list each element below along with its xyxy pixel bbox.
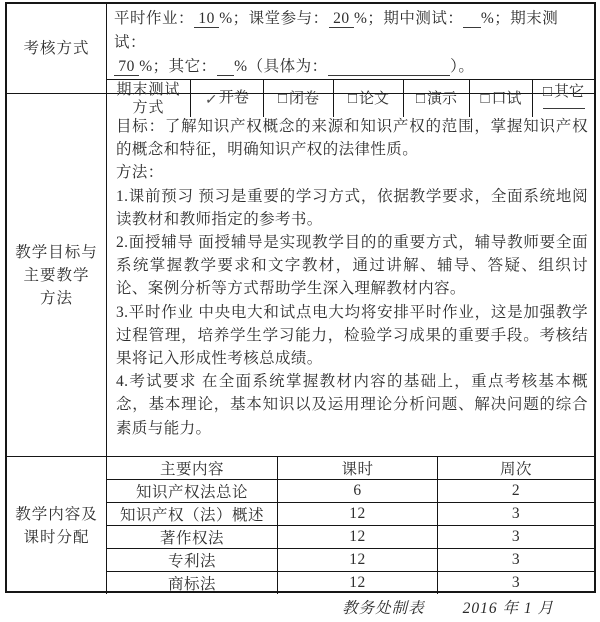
- teaching-text: [107, 94, 594, 440]
- schedule-data-row: [107, 480, 594, 503]
- schedule-header-week: 周次: [499, 461, 532, 478]
- final-test-label-line1: 期末测试: [116, 81, 181, 98]
- grade-label-participation: %；课堂参与：: [219, 10, 329, 27]
- footer-maker: 教务处制表: [342, 600, 425, 617]
- assessment-row-label: [7, 4, 107, 93]
- grade-line-end: ）。: [450, 58, 475, 75]
- teaching-row-label-line2: 主要教学: [23, 266, 90, 284]
- checkbox-icon: □: [415, 90, 426, 107]
- schedule-cell-topic: 专利法: [107, 549, 278, 571]
- syllabus-table: [5, 2, 596, 593]
- schedule-data-row: [107, 572, 594, 594]
- grade-value-participation: 20: [328, 10, 354, 27]
- checkbox-icon: □: [480, 90, 490, 107]
- assessment-section: [7, 4, 594, 116]
- grade-specify-blank: [328, 58, 451, 76]
- method-paragraph-3: 3.平时作业 中央电大和试点电大均将安排平时作业，这是加强教学过程管理，培养学生学习能力，检验学习成果的重要手段。考核结果将记入形成性考核总成绩。: [116, 303, 588, 368]
- grade-label-homework: 平时作业：: [114, 10, 195, 27]
- schedule-cell-week: 3: [511, 505, 521, 522]
- method-paragraph-1: 1.课前预习 预习是重要的学习方式，依据教学要求，全面系统地阅读教材和教师指定的参考书。: [116, 187, 588, 228]
- schedule-cell-hours: 12: [278, 549, 438, 571]
- option-closed-book-label: 闭卷: [289, 90, 320, 107]
- schedule-cell-hours: 12: [278, 503, 438, 525]
- checkbox-icon: □: [277, 90, 288, 107]
- schedule-data-row: [107, 549, 594, 572]
- grade-line-2: [114, 55, 590, 79]
- option-presentation-label: 演示: [427, 90, 458, 107]
- schedule-cell-hours: 6: [278, 480, 438, 502]
- goal-paragraph: 目标：了解知识产权概念的来源和知识产权的范围，掌握知识产权的概念和特征，明确知识产权的法律性质。: [116, 118, 588, 159]
- option-open-book-label: 开卷: [218, 90, 249, 106]
- grade-value-other: [217, 58, 235, 76]
- schedule-cell-topic: 著作权法: [107, 526, 278, 548]
- schedule-cell-hours: 12: [278, 526, 438, 548]
- grade-label-other: %；其它：: [139, 58, 217, 75]
- option-oral-test-label: 口试: [491, 90, 522, 107]
- schedule-header-hours: 课时: [278, 457, 438, 479]
- option-thesis-label: 论文: [359, 90, 390, 107]
- schedule-section: [7, 457, 594, 594]
- option-other-label: 其它: [554, 83, 585, 100]
- final-test-label-line2: 方式: [132, 99, 165, 116]
- schedule-cell-topic: 知识产权（法）概述: [107, 503, 278, 525]
- grade-label-midterm: %；期中测试：: [353, 10, 464, 27]
- schedule-cell-week: 3: [511, 528, 521, 545]
- method-heading: 方法：: [116, 164, 164, 182]
- teaching-row-label-line1: 教学目标与: [15, 243, 98, 261]
- schedule-cell-topic: 商标法: [107, 572, 278, 594]
- grade-weights-text: [107, 4, 594, 79]
- assessment-row-label-text: 考核方式: [23, 40, 90, 57]
- schedule-cell-week: 3: [511, 574, 521, 591]
- schedule-row-label-line2: 课时分配: [23, 528, 90, 546]
- grade-label-specify: %（具体为：: [234, 58, 328, 75]
- schedule-table: [107, 457, 594, 594]
- schedule-data-row: [107, 526, 594, 549]
- schedule-cell-topic: 知识产权法总论: [107, 480, 278, 502]
- method-paragraph-4: 4.考试要求 在全面系统掌握教材内容的基础上，重点考核基本概念，基本理论，基本知识以及运用理论分析问题、解决问题的综合素质与能力。: [116, 373, 588, 437]
- grade-value-midterm: [463, 10, 481, 28]
- teaching-section: [7, 94, 594, 457]
- schedule-header-content: 主要内容: [107, 457, 278, 479]
- grade-value-final: 70: [114, 58, 140, 75]
- schedule-row-label-line1: 教学内容及: [15, 505, 98, 523]
- checkmark-icon: ✓: [204, 93, 218, 108]
- method-paragraph-2: 2.面授辅导 面授辅导是实现教学目的的重要方式，辅导教师要全面系统掌握教学要求和文字教材，通过讲解、辅导、答疑、组织讨论、案例分析等方式帮助学生深入理解教材内容。: [116, 234, 588, 298]
- grade-value-homework: 10: [194, 10, 220, 27]
- schedule-cell-hours: 12: [278, 572, 438, 594]
- footer: [0, 596, 580, 618]
- grade-label-final: %；期末测试：: [114, 10, 559, 51]
- checkbox-icon: □: [347, 90, 358, 107]
- checkbox-icon: □: [542, 83, 553, 100]
- schedule-row-label: [7, 457, 107, 594]
- teaching-row-label-line3: 方法: [39, 289, 73, 307]
- footer-date: 2016 年 1 月: [462, 600, 554, 617]
- schedule-data-row: [107, 503, 594, 526]
- schedule-cell-week: 2: [511, 482, 521, 499]
- schedule-header-row: [107, 457, 594, 480]
- schedule-cell-week: 3: [511, 551, 521, 568]
- grade-line-1: [114, 7, 590, 55]
- teaching-row-label: [7, 94, 107, 456]
